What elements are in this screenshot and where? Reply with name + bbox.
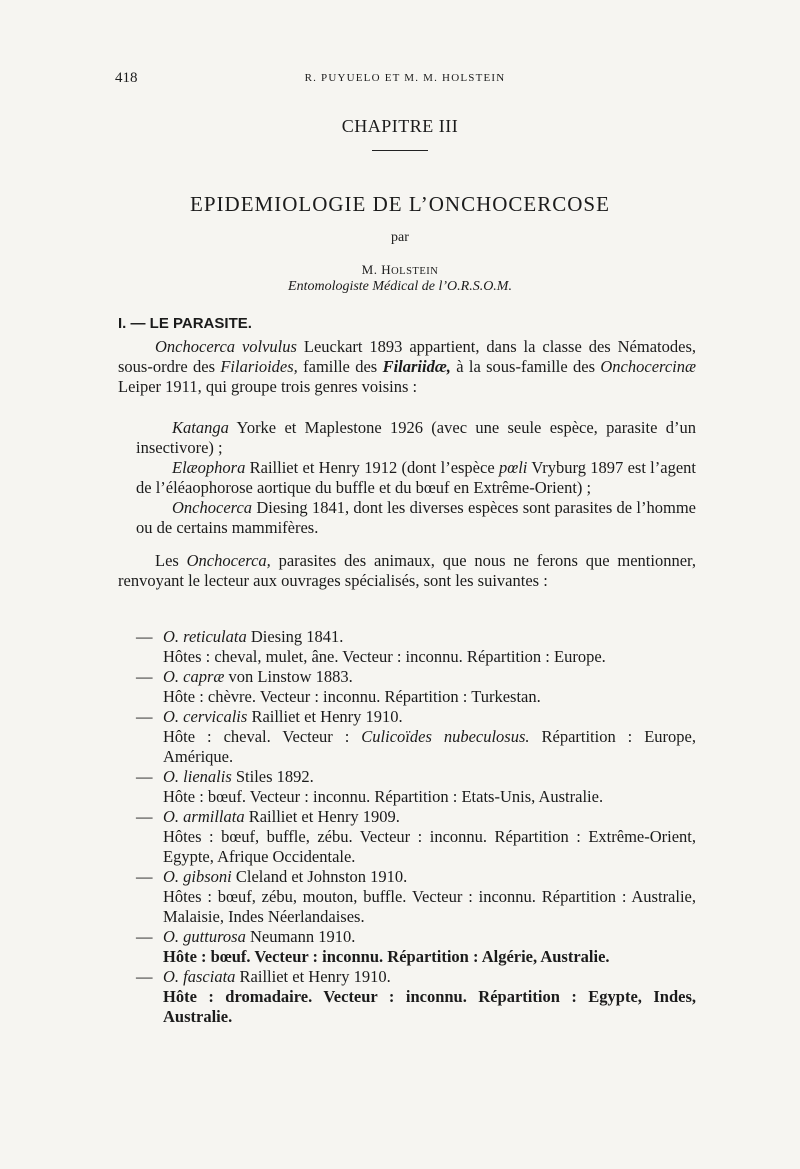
section-heading: I. — LE PARASITE. (118, 315, 252, 332)
author-affiliation: Entomologiste Médical de l’O.R.S.O.M. (288, 279, 512, 294)
list-item: — O. gutturosa Neumann 1910. Hôte : bœuf. Vecteur : inconnu. Répartition : Algérie, Australie. (136, 927, 610, 966)
author-name: M. HOLSTEIN (361, 262, 439, 277)
chapter-title: EPIDEMIOLOGIE DE L’ONCHOCERCOSE (190, 192, 610, 216)
species-name: Onchocerca volvulus (155, 337, 297, 356)
page-number: 418 (115, 70, 138, 86)
intro-paragraph: Onchocerca volvulus Leuckart 1893 appartient, dans la classe des Nématodes, sous-ordre des Filarioides, famille des Filariidæ, à la sous-famille des Onchocercinæ Leiper 1911, qui groupe trois genres voisins : (118, 337, 696, 396)
species-list (136, 627, 696, 1027)
genera-list (136, 418, 696, 538)
list-item: — O. gibsoni Cleland et Johnston 1910. Hôtes : bœuf, zébu, mouton, buffle. Vecteur : inconnu. Répartition : Australie, Malaisie, Indes Néerlandaises. (136, 867, 696, 926)
page-header (115, 70, 695, 92)
list-item: Onchocerca Diesing 1841, dont les diverses espèces sont parasites de l’homme ou de certains mammifères. (136, 498, 696, 537)
list-item: — O. armillata Railliet et Henry 1909. Hôtes : bœuf, buffle, zébu. Vecteur : inconnu. Répartition : Extrême-Orient, Egypte, Afrique Occidentale. (136, 807, 696, 866)
list-item: — O. lienalis Stiles 1892. Hôte : bœuf. Vecteur : inconnu. Répartition : Etats-Unis, Australie. (136, 767, 604, 806)
list-item: — O. reticulata Diesing 1841. Hôtes : cheval, mulet, âne. Vecteur : inconnu. Répartition : Europe. (136, 627, 606, 666)
chapter-heading: CHAPITRE III (341, 116, 459, 136)
list-item: — O. fasciata Railliet et Henry 1910. Hôte : dromadaire. Vecteur : inconnu. Répartition : Egypte, Indes, Australie. (136, 967, 696, 1026)
list-item: Elæophora Railliet et Henry 1912 (dont l’espèce pœli Vryburg 1897 est l’agent de l’éléaophorose aortique du buffle et du bœuf en Extrême-Orient) ; (136, 458, 696, 497)
byline-par: par (391, 230, 409, 245)
list-item: — O. capræ von Linstow 1883. Hôte : chèvre. Vecteur : inconnu. Répartition : Turkestan. (136, 667, 541, 706)
chapter-rule (372, 150, 428, 151)
list-item: — O. cervicalis Railliet et Henry 1910. Hôte : cheval. Vecteur : Culicoïdes nubeculosus. Répartition : Europe, Amérique. (136, 707, 696, 766)
list-item: Katanga Yorke et Maplestone 1926 (avec une seule espèce, parasite d’un insectivore) ; (136, 418, 696, 457)
running-title: R. PUYUELO ET M. M. HOLSTEIN (304, 72, 506, 84)
second-paragraph: Les Onchocerca, parasites des animaux, que nous ne ferons que mentionner, renvoyant le lecteur aux ouvrages spécialisés, sont les suivantes : (118, 551, 696, 590)
